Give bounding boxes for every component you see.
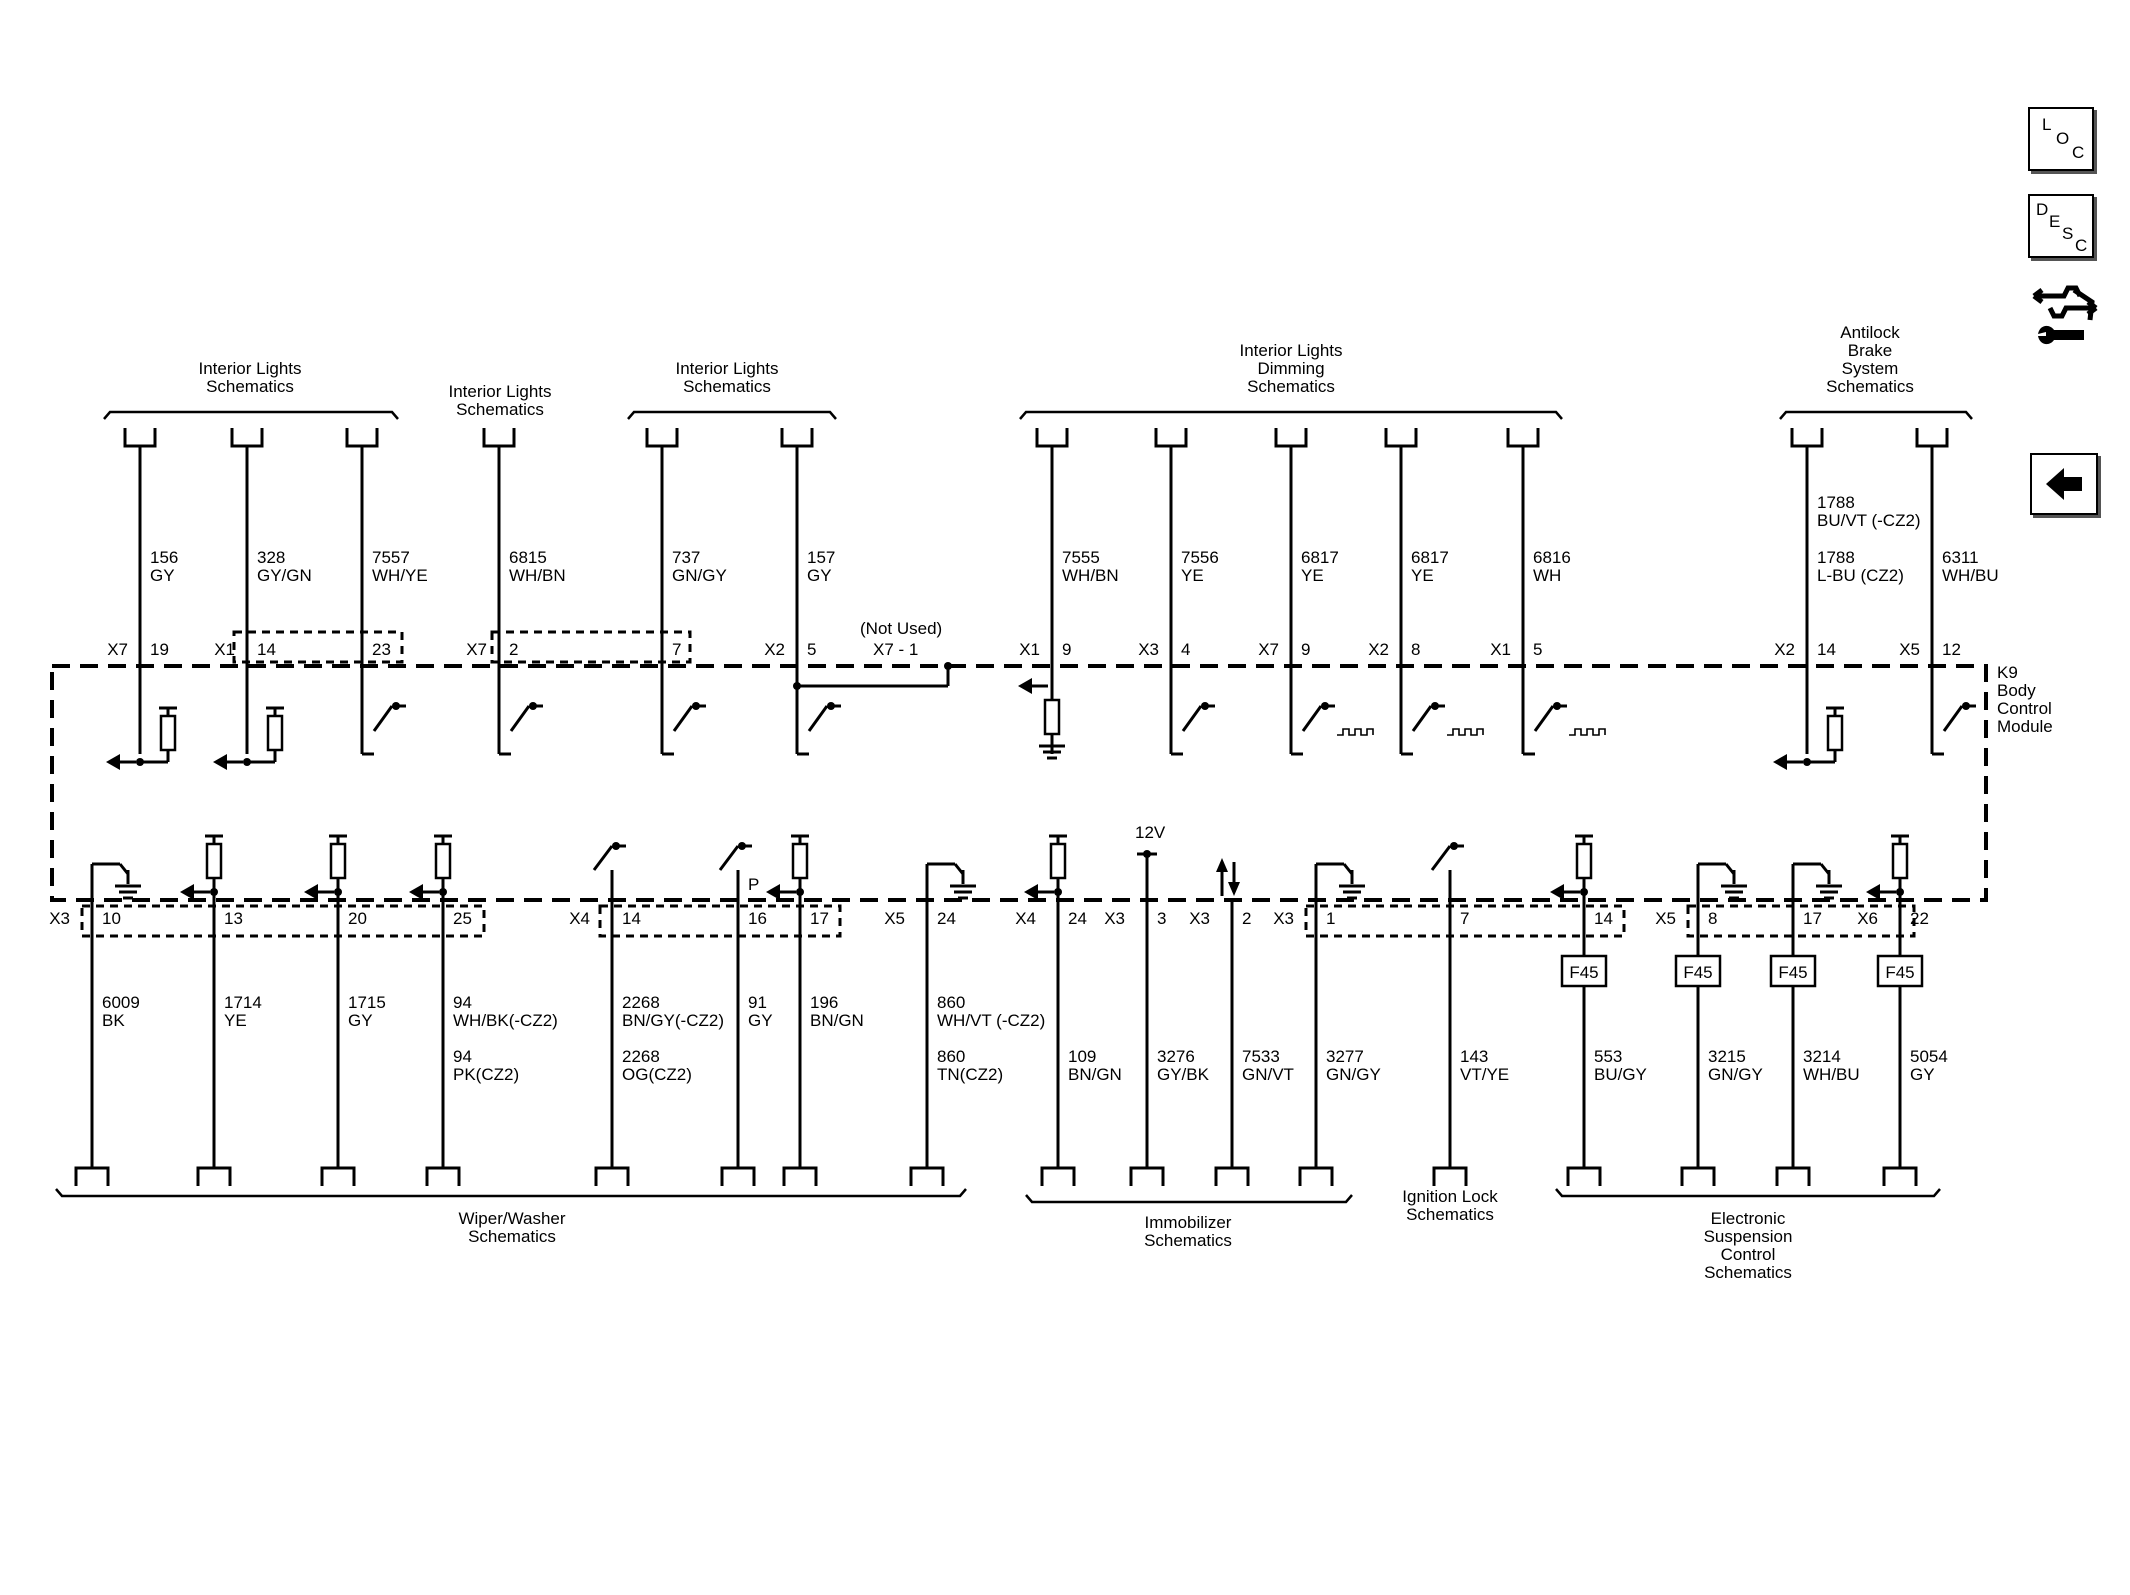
connector-id: X7 - 1 [873,640,919,659]
wire-color: GN/GY [1326,1065,1381,1084]
module-name-line3: Control [1997,699,2052,718]
wire-color: YE [1411,566,1434,585]
circuit-number: 737 [672,548,701,567]
wire-color: GY [150,566,175,585]
back-arrow-icon [2032,455,2096,513]
pin-number: 9 [1062,640,1072,659]
wire-color: YE [224,1011,247,1030]
module-name-line4: Module [1997,717,2053,736]
schematic-name: Schematics [206,377,294,396]
connector-terminal [1508,428,1538,446]
module-name-line2: Body [1997,681,2036,700]
connector-terminal [427,1168,459,1186]
connector-terminal [1386,428,1416,446]
fuse-label: F45 [1683,963,1713,982]
connector-terminal [784,1168,816,1186]
desc-letter-2: E [2049,212,2061,231]
wire-color: BN/GY(-CZ2) [622,1011,724,1030]
connector-terminal [347,428,377,446]
pin-number: 25 [453,909,472,928]
pin-number: 5 [1533,640,1543,659]
circuit-number: 5054 [1910,1047,1948,1066]
connector-id: X3 [49,909,70,928]
schematic-name: Interior Lights [1239,341,1343,360]
connector-terminal [1884,1168,1916,1186]
wire-color: WH/VT (-CZ2) [937,1011,1046,1030]
schematic-bracket [1026,1195,1352,1202]
pin-number: 2 [1242,909,1252,928]
schematic-name: Interior Lights [675,359,779,378]
connector-terminal [1917,428,1947,446]
arrow-head [1773,754,1787,770]
connector-terminal [76,1168,108,1186]
resistor [1045,700,1059,734]
splice-dot [1580,888,1588,896]
pin-number: 7 [672,640,682,659]
connector-id: X4 [569,909,590,928]
connector-terminal [1792,428,1822,446]
circuit-number: 553 [1594,1047,1623,1066]
splice-dot [334,888,342,896]
pin-number: 12 [1942,640,1961,659]
connector-terminal [198,1168,230,1186]
pwm-symbol [1569,729,1605,735]
arrow-head [766,884,780,900]
wire-color: GY/BK [1157,1065,1209,1084]
schematic-groups [56,323,1972,1282]
resistor [1051,844,1065,878]
schematic-name: Brake [1847,341,1893,360]
wire-color: BN/GN [1068,1065,1122,1084]
connector-terminal [1216,1168,1248,1186]
arrow-head [304,884,318,900]
connector-terminal [1568,1168,1600,1186]
wire-color: GY [1910,1065,1935,1084]
wire-color: YE [1181,566,1204,585]
circuit-number: 196 [810,993,839,1012]
desc-letter-3: S [2062,224,2074,243]
bottom-circuits [49,836,1948,1186]
splice-dot [439,888,447,896]
schematic-bracket [1020,412,1562,419]
connector-terminal [782,428,812,446]
wire-color: WH/BU [1803,1065,1860,1084]
switch-blade [674,706,692,731]
connector-terminal [911,1168,943,1186]
wire-color: YE [1301,566,1324,585]
connector-id: X2 [1368,640,1389,659]
switch-blade [1413,706,1431,731]
connector-terminal [1037,428,1067,446]
loc-letter-2: O [2056,129,2070,148]
circuit-number: 7556 [1181,548,1219,567]
wire-color: WH/BK(-CZ2) [453,1011,558,1030]
schematic-bracket [1556,1189,1940,1196]
pin-number: 14 [257,640,276,659]
pin-number: 13 [224,909,243,928]
switch-blade [594,846,612,870]
connector-tools-icon[interactable] [2030,278,2100,352]
pin-number: 1 [1326,909,1336,928]
splice-dot [1803,758,1811,766]
not-used-label: (Not Used) [860,619,943,638]
back-button[interactable] [2030,453,2098,515]
loc-letter-3: C [2072,143,2085,162]
circuit-number: 2268 [622,993,660,1012]
desc-button[interactable] [2028,194,2094,258]
pin-number: 24 [1068,909,1087,928]
pin-number: 3 [1157,909,1167,928]
schematic-name: Wiper/Washer [458,1209,566,1228]
circuit-number: 860 [937,993,966,1012]
connector-terminal [647,428,677,446]
splice-dot [210,888,218,896]
schematic-name: Schematics [1247,377,1335,396]
arrow-head [1024,884,1038,900]
wire-color: GN/VT [1242,1065,1294,1084]
pwm-symbol [1337,729,1373,735]
connector-group-x3 [82,906,484,936]
circuit-number: 91 [748,993,767,1012]
connector-id: X3 [1273,909,1294,928]
connector-id: X1 [1019,640,1040,659]
schematic-name: Ignition Lock [1402,1187,1498,1206]
connector-terminal [596,1168,628,1186]
circuit-number: 1715 [348,993,386,1012]
wire-color: GY [748,1011,773,1030]
connector-id: X1 [214,640,235,659]
wire-color: WH/YE [372,566,428,585]
pin-number: 19 [150,640,169,659]
circuit-number: 1714 [224,993,262,1012]
schematic-name: Schematics [1144,1231,1232,1250]
wire-color: VT/YE [1460,1065,1510,1084]
pin-number: 8 [1708,909,1718,928]
pwm-symbol [1447,729,1483,735]
wire-color: PK(CZ2) [453,1065,520,1084]
splice-dot [796,888,804,896]
splice-dot [793,682,801,690]
connector-id: X7 [1258,640,1279,659]
switch-blade [1183,706,1201,731]
pin-number: 17 [1803,909,1822,928]
wire-color: WH/BN [1062,566,1119,585]
schematic-bracket [628,412,836,419]
circuit-number: 328 [257,548,286,567]
connector-terminal [1131,1168,1163,1186]
pin-number: 10 [102,909,121,928]
arrow-head [213,754,227,770]
arrow-head [180,884,194,900]
connector-id: X5 [884,909,905,928]
circuit-number: 3276 [1157,1047,1195,1066]
desc-letter-1: D [2036,200,2049,219]
connector-id: X5 [1655,909,1676,928]
resistor [331,844,345,878]
connector-id: X3 [1138,640,1159,659]
schematic-bracket [104,412,398,419]
park-label: P [748,875,760,894]
splice-dot [136,758,144,766]
circuit-number: 143 [1460,1047,1489,1066]
schematic-bracket [1780,412,1972,419]
circuit-number: 157 [807,548,836,567]
schematic-name: Interior Lights [448,382,552,401]
wire-color: GY/GN [257,566,312,585]
pin-number: 14 [622,909,641,928]
circuit-number: 7555 [1062,548,1100,567]
circuit-number: 3214 [1803,1047,1841,1066]
module-ref: K9 [1997,663,2018,682]
connector-terminal [1682,1168,1714,1186]
arrow-head [106,754,120,770]
schematic-name: Schematics [456,400,544,419]
wire-color: BU/GY [1594,1065,1647,1084]
fuse-label: F45 [1569,963,1599,982]
splice-dot [1054,888,1062,896]
pin-number: 8 [1411,640,1421,659]
splice-dot [1896,888,1904,896]
top-circuits [106,428,1999,770]
circuit-number: 3215 [1708,1047,1746,1066]
switch-blade [1944,706,1962,731]
schematic-name: Schematics [1826,377,1914,396]
circuit-number: 2268 [622,1047,660,1066]
arrow-head [1018,678,1032,694]
resistor [793,844,807,878]
connector-id: X7 [107,640,128,659]
connector-group-x7 [492,632,690,662]
pin-number: 16 [748,909,767,928]
resistor [1893,844,1907,878]
wire-color: L-BU (CZ2) [1817,566,1904,585]
connector-terminal [322,1168,354,1186]
circuit-number: 6816 [1533,548,1571,567]
switch-blade [1303,706,1321,731]
pin-number: 14 [1594,909,1613,928]
switch-blade [809,706,827,731]
resistor [1828,716,1842,750]
circuit-number: 7533 [1242,1047,1280,1066]
splice-dot [243,758,251,766]
arrow-head [1866,884,1880,900]
twelve-volt-label: 12V [1135,823,1166,842]
splice-dot [944,662,952,670]
pin-number: 17 [810,909,829,928]
connector-terminal [1156,428,1186,446]
wire-color: BN/GN [810,1011,864,1030]
connector-id: X1 [1490,640,1511,659]
connector-terminal [1042,1168,1074,1186]
connector-terminal [1434,1168,1466,1186]
pin-number: 2 [509,640,519,659]
body-control-module [52,632,1986,936]
wire-color: WH [1533,566,1562,585]
pin-number: 4 [1181,640,1191,659]
circuit-number: 7557 [372,548,410,567]
pin-number: 23 [372,640,391,659]
switch-blade [1535,706,1553,731]
schematic-name: Control [1720,1245,1776,1264]
connector-group-x5 [1688,906,1914,936]
wire-color: GY [348,1011,373,1030]
pin-number: 9 [1301,640,1311,659]
schematic-name: Dimming [1257,359,1325,378]
schematic-name: Interior Lights [198,359,302,378]
connector-id: X7 [466,640,487,659]
fuse-label: F45 [1778,963,1808,982]
pin-number: 22 [1910,909,1929,928]
connector-terminal [484,428,514,446]
circuit-number: 94 [453,993,472,1012]
circuit-number: 6009 [102,993,140,1012]
resistor [436,844,450,878]
circuit-number: 6817 [1411,548,1449,567]
wire-color: WH/BU [1942,566,1999,585]
schematic-name: Schematics [468,1227,556,1246]
resistor [268,716,282,750]
arrow-head [409,884,423,900]
pin-number: 14 [1817,640,1836,659]
resistor [161,716,175,750]
circuit-number: 6817 [1301,548,1339,567]
desc-letter-4: C [2075,236,2088,255]
schematic-name: Schematics [1704,1263,1792,1282]
schematic-name: Schematics [1406,1205,1494,1224]
connector-terminal [125,428,155,446]
loc-letter-1: L [2042,115,2052,134]
schematic-name: Immobilizer [1144,1213,1232,1232]
wire-color: BK [102,1011,125,1030]
pin-number: 7 [1460,909,1470,928]
loc-button[interactable] [2028,107,2094,171]
circuit-number: 109 [1068,1047,1097,1066]
switch-blade [720,846,738,870]
connector-terminal [1276,428,1306,446]
schematic-name: System [1841,359,1899,378]
connector-id: X3 [1189,909,1210,928]
switch-blade [511,706,529,731]
schematic-name: Electronic [1710,1209,1786,1228]
arrow-head [1550,884,1564,900]
pin-number: 24 [937,909,956,928]
connector-terminal [232,428,262,446]
connector-id: X2 [764,640,785,659]
schematic-name: Suspension [1703,1227,1793,1246]
connector-id: X5 [1899,640,1920,659]
circuit-number: 156 [150,548,179,567]
schematic-name: Antilock [1840,323,1900,342]
wire-color: OG(CZ2) [622,1065,692,1084]
wire-color: WH/BN [509,566,566,585]
connector-terminal [1300,1168,1332,1186]
schematic-name: Schematics [683,377,771,396]
circuit-number: 6815 [509,548,547,567]
pin-number: 5 [807,640,817,659]
wire-color: GN/GY [1708,1065,1763,1084]
circuit-number: 94 [453,1047,472,1066]
circuit-number: 6311 [1942,548,1979,567]
wire-color: GY [807,566,832,585]
connector-terminal [1777,1168,1809,1186]
wire-color: TN(CZ2) [937,1065,1004,1084]
pin-number: 20 [348,909,367,928]
schematic-bracket [56,1189,966,1196]
circuit-number: 1788 [1817,548,1855,567]
circuit-number: 860 [937,1047,966,1066]
switch-blade [374,706,392,731]
connector-id: X6 [1857,909,1878,928]
connector-id: X3 [1104,909,1125,928]
wire-color: GN/GY [672,566,727,585]
circuit-number: 1788 [1817,493,1855,512]
switch-blade [1432,846,1450,870]
resistor [1577,844,1591,878]
wire-color: BU/VT (-CZ2) [1817,511,1921,530]
connector-id: X4 [1015,909,1036,928]
resistor [207,844,221,878]
fuse-label: F45 [1885,963,1915,982]
connector-terminal [722,1168,754,1186]
circuit-number: 3277 [1326,1047,1364,1066]
connector-id: X2 [1774,640,1795,659]
